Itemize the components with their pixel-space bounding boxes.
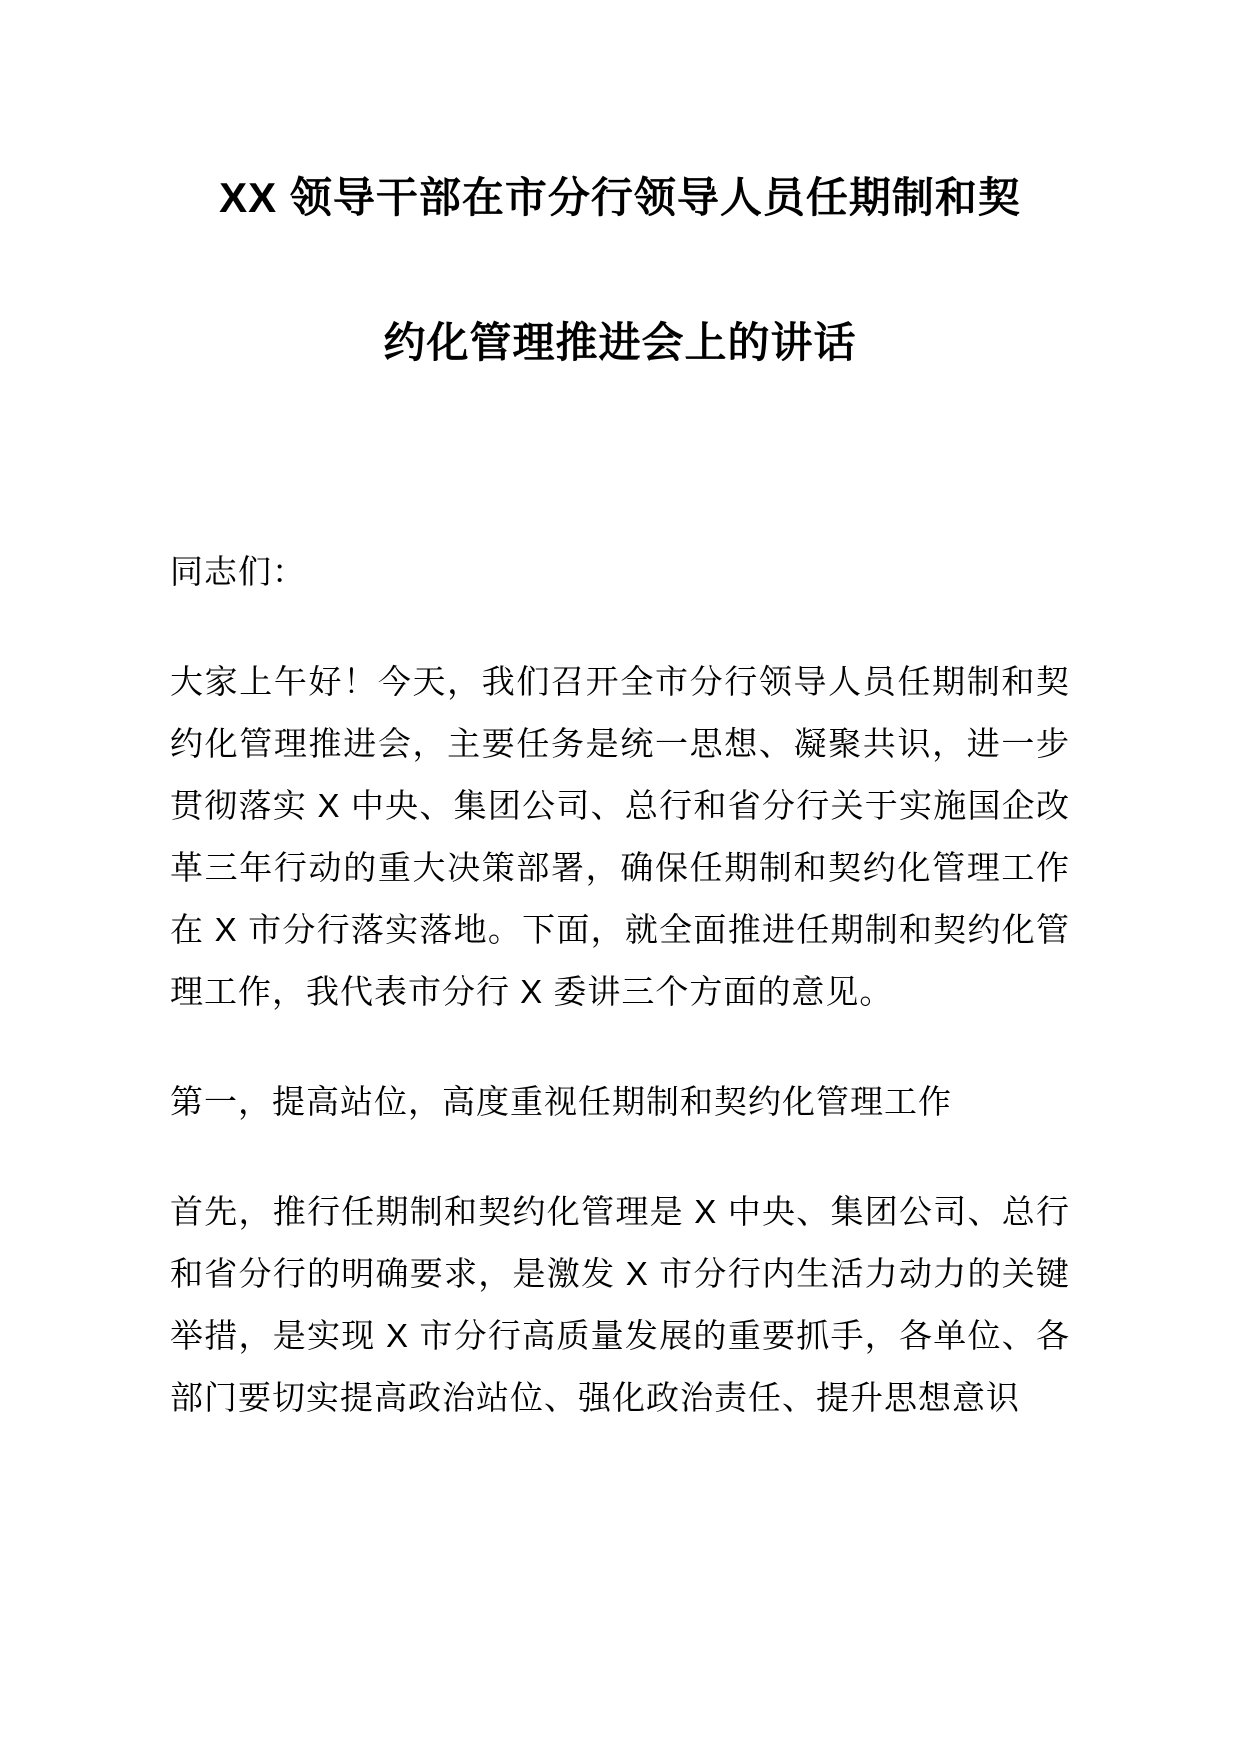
document-title: [170, 172, 1070, 369]
paragraph-opening: 大家上午好！今天，我们召开全市分行领导人员任期制和契约化管理推进会，主要任务是统一思想、凝聚共识，进一步贯彻落实 X 中央、集团公司、总行和省分行关于实施国企改革三年行动的重大决策部署，确保任期制和契约化管理工作在 X 市分行落实落地。下面，就全面推进任期制和契约化管理工作，我代表市分行 X 委讲三个方面的意见。: [170, 663, 1070, 1010]
document-body: [170, 541, 1070, 1429]
paragraph-first-point: 首先，推行任期制和契约化管理是 X 中央、集团公司、总行和省分行的明确要求，是激发 X 市分行内生活力动力的关键举措，是实现 X 市分行高质量发展的重要抓手，各单位、各部门要切实提高政治站位、强化政治责任、提升思想意识: [170, 1193, 1070, 1416]
document-title-line-2: 约化管理推进会上的讲话: [383, 318, 857, 366]
document-title-line-1: XX 领导干部在市分行领导人员任期制和契: [219, 174, 1021, 221]
paragraph-salutation: 同志们：: [170, 553, 306, 590]
paragraph-section-heading-first: 第一，提高站位，高度重视任期制和契约化管理工作: [170, 1083, 952, 1120]
